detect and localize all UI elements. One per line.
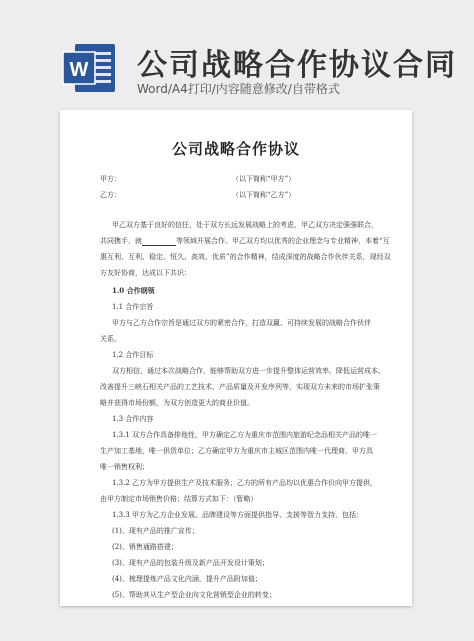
header <box>0 0 474 108</box>
list-item: (1)、现有产品的推广宣传； <box>112 527 199 535</box>
paragraph-line: 关系。 <box>100 335 121 343</box>
party-a-label: 甲方： <box>100 175 121 183</box>
document-title: 公司战略合作协议 <box>171 140 300 158</box>
party-a-note: （以下简称“甲方”） <box>232 175 296 183</box>
list-item: (3)、现有产品的包装升级及新产品开发设计策划； <box>112 559 269 567</box>
page-subtitle: Word/A4打印/内容随意修改/自带格式 <box>137 82 340 96</box>
fill-in-blank <box>142 238 176 246</box>
section-heading: 1.0 合作纲领 <box>112 286 155 295</box>
svg-text:W: W <box>69 59 89 81</box>
paragraph-line: 1.3.3 甲方为乙方企业发展、品牌建设等方面提供指导、支援等智力支持，包括： <box>112 511 364 519</box>
word-icon <box>61 40 117 96</box>
paragraph-line: 双方相信，通过本次战略合作，能够帮助双方进一步提升整体运营效率、降低运营成本、 <box>112 367 385 375</box>
paragraph-line: 略并获得市场份额，为双方创造更大的商业价值。 <box>100 399 254 407</box>
paragraph-line: 生产加工基地，唯一供货单位；乙方确定甲方为重庆市主城区范围内唯一代理商，甲方具 <box>100 447 373 455</box>
intro-text: 等领域开展合作。甲乙双方均以优秀的企业理念与专业精神，本着“互 <box>176 237 390 245</box>
intro-text: 共同携手，就 <box>100 237 142 245</box>
subsection-heading: 1.3 合作内容 <box>112 415 154 423</box>
paragraph-line: 1.3.1 双方合作具备排他性，甲方确定乙方为重庆市范围内旅游纪念品相关产品的唯一 <box>112 431 378 439</box>
party-b-note: （以下简称“乙方”） <box>232 191 296 199</box>
intro-line: 方友好协商，达成以下共识： <box>100 269 191 277</box>
list-item: (5)、帮助其从生产型企业向文化营销型企业的转变； <box>112 591 276 599</box>
subsection-heading: 1.1 合作宗旨 <box>112 303 154 311</box>
document-page <box>60 110 412 606</box>
page-title: 公司战略合作协议合同 <box>137 48 457 83</box>
paragraph-line: 甲方与乙方合作宗旨是通过双方的紧密合作，打造双赢、可持续发展的战略合作伙伴 <box>112 319 371 327</box>
party-b-label: 乙方： <box>100 191 121 199</box>
paragraph-line: 1.3.2 乙方为甲方提供生产及技术服务；乙方的所有产品均以优惠合作价向甲方提供， <box>112 479 378 487</box>
subsection-heading: 1.2 合作目标 <box>112 351 154 359</box>
paragraph-line: 改善提升三峡石相关产品的工艺技术、产品质量及开发序列等，实现双方未来的市场扩张策 <box>100 383 380 391</box>
list-item: (2)、销售通路搭建； <box>112 543 178 551</box>
intro-line: 甲乙双方基于良好的信任，处于双方长远发展战略上的考虑，甲乙双方决定强强联合， <box>112 221 378 229</box>
intro-line <box>100 236 390 246</box>
list-item: (4)、梳理提炼产品文化内涵，提升产品附加值； <box>112 575 262 583</box>
paragraph-line: 唯一销售权利； <box>100 463 149 471</box>
intro-line: 惠互利、互利、稳定、恒久、高效、优质”的合作精神，结成深度的战略合作伙伴关系，现经双 <box>100 253 391 261</box>
paragraph-line: 由甲方制定市场销售价格；结算方式如下：（暂略） <box>100 495 258 503</box>
